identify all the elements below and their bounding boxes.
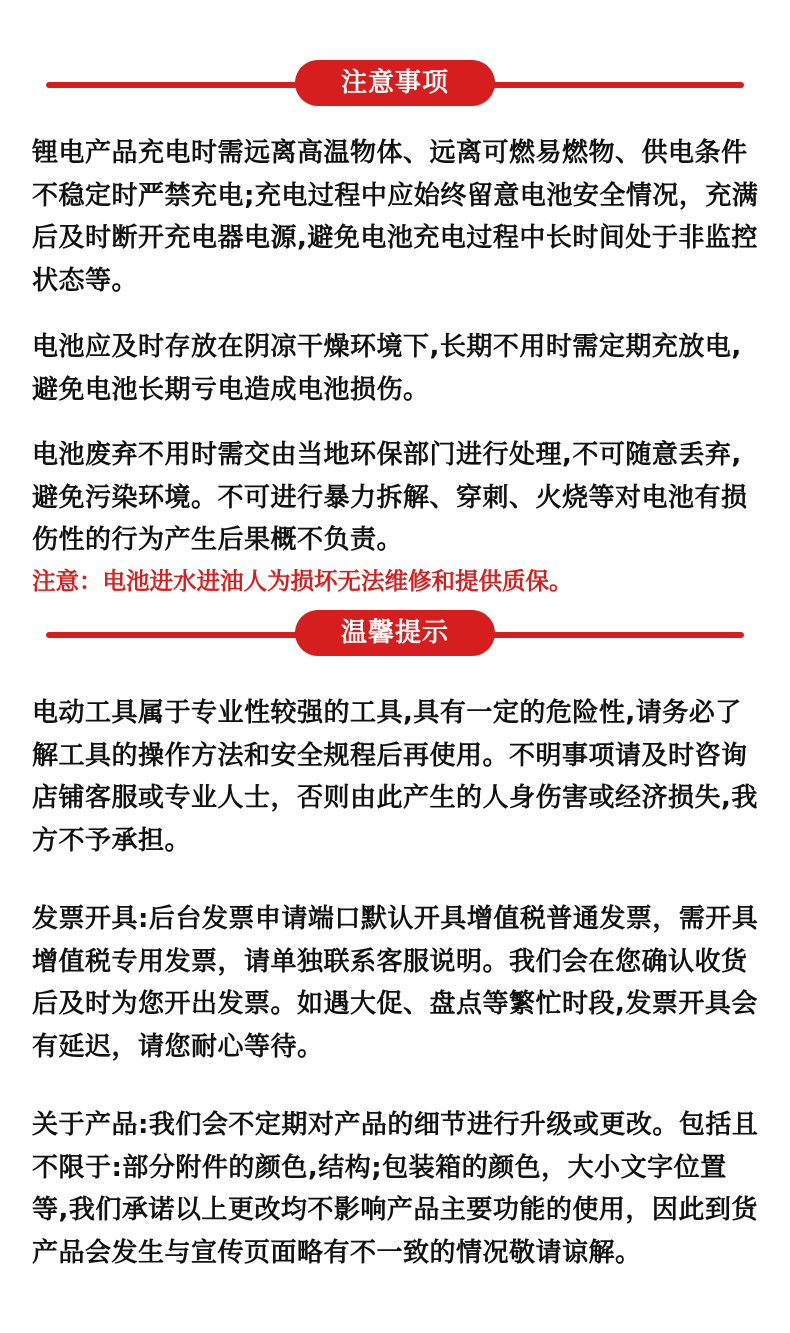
section-title-notice: 注意事项 (295, 60, 495, 106)
tips-paragraph-safety: 电动工具属于专业性较强的工具,具有一定的危险性,请务必了解工具的操作方法和安全规程后再使用。不明事项请及时咨询店铺客服或专业人士，否则由此产生的人身伤害或经济损失,我方不予承担。 (32, 698, 758, 856)
tips-paragraph-product: 关于产品:我们会不定期对产品的细节进行升级或更改。包括且不限于:部分附件的颜色,结构;包装箱的颜色，大小文字位置等,我们承诺以上更改均不影响产品主要功能的使用，因此到货产品会发生与宣传页面略有不一致的情况敬请谅解。 (32, 1110, 759, 1268)
notice-paragraph-storage: 电池应及时存放在阴凉干燥环境下,长期不用时需定期充放电,避免电池长期亏电造成电池损伤。 (32, 332, 742, 405)
section-header-tips (0, 610, 790, 660)
warning-note: 注意：电池进水进油人为损坏无法维修和提供质保。 (32, 567, 573, 595)
section-header-notice (0, 60, 790, 110)
tips-paragraph-invoice: 发票开具:后台发票申请端口默认开具增值税普通发票，需开具增值税专用发票，请单独联系客服说明。我们会在您确认收货后及时为您开出发票。如遇大促、盘点等繁忙时段,发票开具会有延迟，请您耐心等待。 (32, 904, 759, 1062)
section-title-tips: 温馨提示 (295, 610, 495, 656)
notice-paragraph-disposal: 电池废弃不用时需交由当地环保部门进行处理,不可随意丢弃,避免污染环境。不可进行暴力拆解、穿刺、火烧等对电池有损伤性的行为产生后果概不负责。 (32, 440, 748, 556)
notice-paragraph-charging: 锂电产品充电时需远离高温物体、远离可燃易燃物、供电条件不稳定时严禁充电;充电过程中应始终留意电池安全情况，充满后及时断开充电器电源,避免电池充电过程中长时间处于非监控状态等。 (32, 138, 759, 296)
